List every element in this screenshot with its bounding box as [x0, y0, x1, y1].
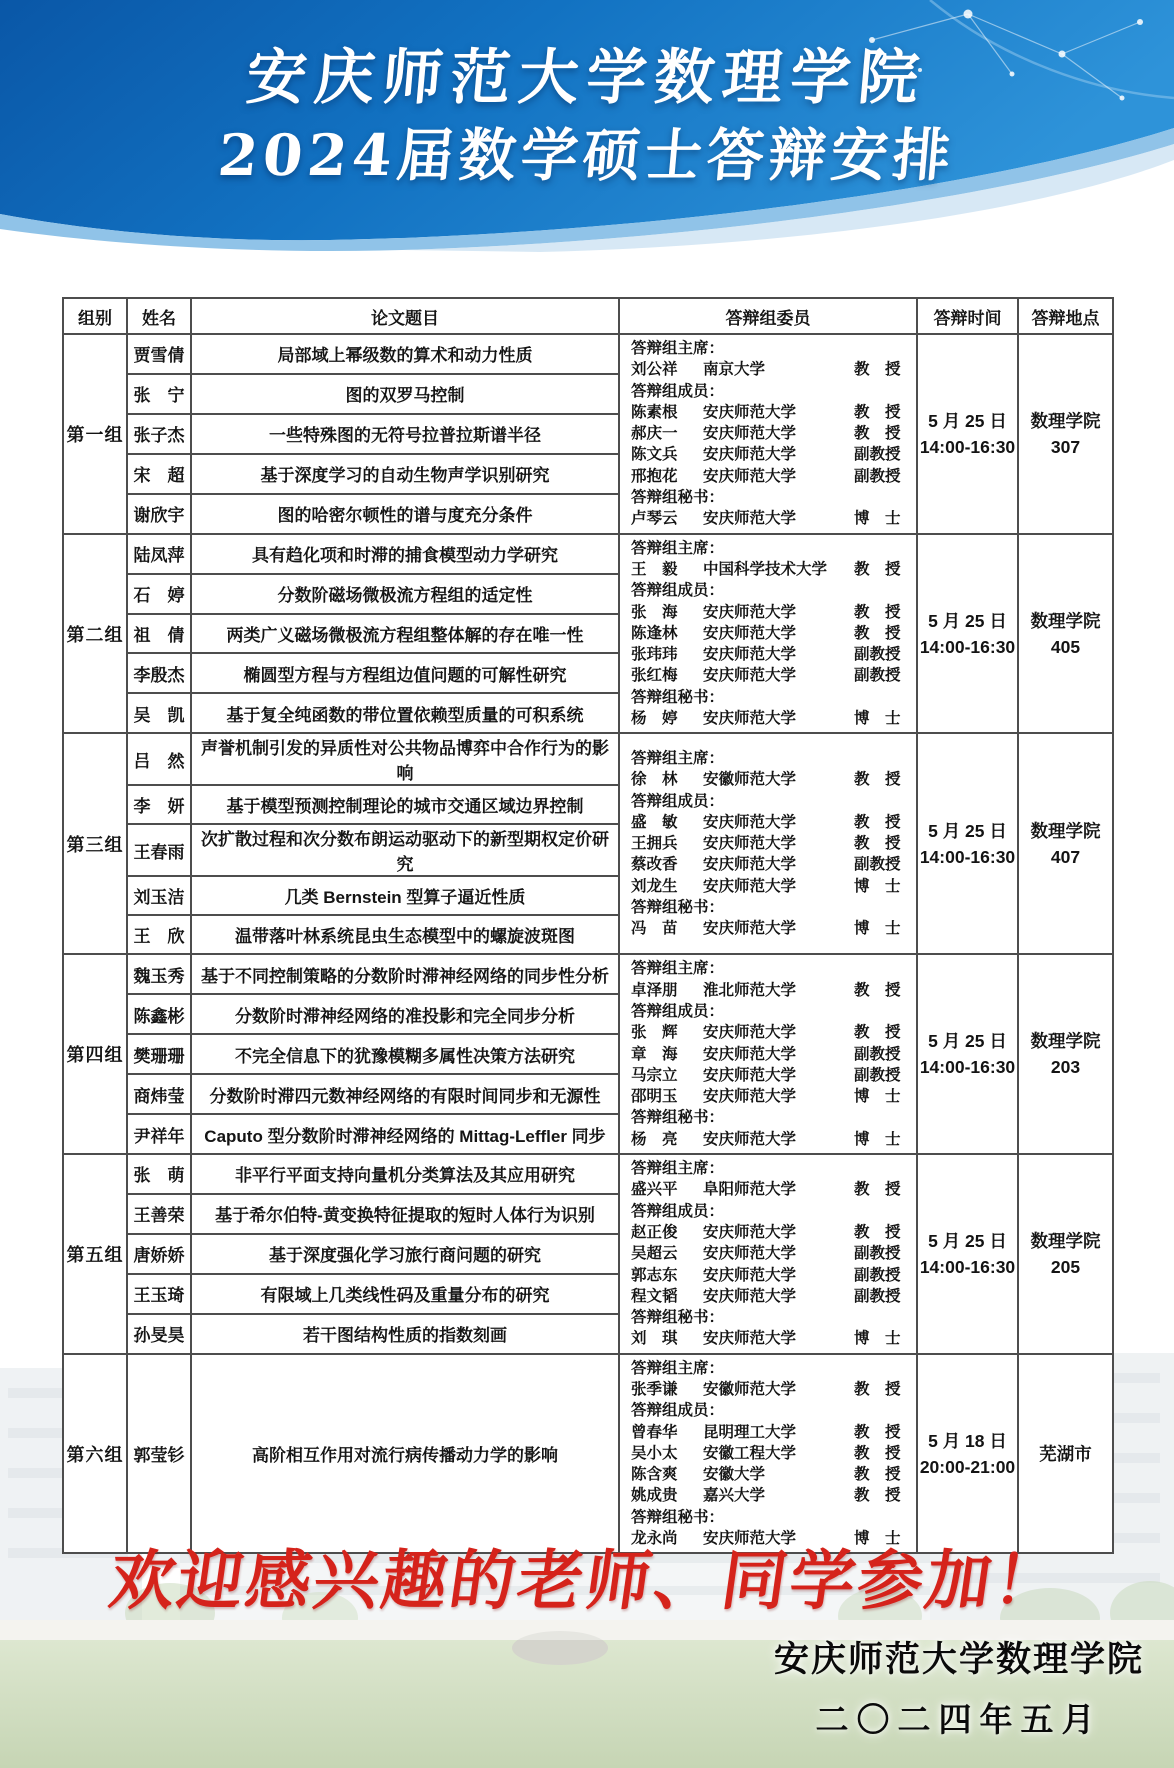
committee-role-label: 答辩组主席： [631, 539, 725, 557]
committee-role-label: 答辩组秘书： [631, 899, 725, 917]
member-affiliation: 安庆师范大学 [703, 920, 797, 938]
defense-location-line: 407 [1050, 846, 1081, 867]
committee-cell [619, 334, 917, 534]
thesis-title-cell: 具有趋化项和时滞的捕食模型动力学研究 [191, 534, 619, 574]
student-name-cell: 石 婷 [127, 574, 191, 614]
thesis-title-cell: 基于深度强化学习旅行商问题的研究 [191, 1234, 619, 1274]
member-name: 盛 敏 [631, 813, 678, 831]
thesis-title-cell: 基于希尔伯特-黄变换特征提取的短时人体行为识别 [191, 1194, 619, 1234]
member-rank: 博 士 [854, 710, 901, 728]
member-affiliation: 安庆师范大学 [703, 1088, 797, 1106]
student-name-cell: 谢欣宇 [127, 494, 191, 534]
member-name: 冯 苗 [631, 920, 678, 938]
member-name: 卓泽朋 [631, 981, 678, 999]
committee-member-line [631, 1379, 906, 1400]
thesis-title-cell: 图的哈密尔顿性的谱与度充分条件 [191, 494, 619, 534]
thesis-title-cell: 局部域上幂级数的算术和动力性质 [191, 334, 619, 374]
student-name-cell: 张 宁 [127, 374, 191, 414]
student-name-cell: 宋 超 [127, 454, 191, 494]
committee-role-label: 答辩组主席： [631, 1359, 725, 1377]
member-affiliation: 安庆师范大学 [703, 624, 797, 642]
member-affiliation: 安庆师范大学 [703, 835, 797, 853]
member-affiliation: 中国科学技术大学 [703, 560, 828, 578]
defense-time-line: 5 月 25 日 [928, 820, 1007, 841]
committee-member-line [631, 1286, 906, 1307]
signature-date: 二〇二四年五月 [815, 1701, 1103, 1738]
member-name: 马宗立 [631, 1066, 678, 1084]
defense-location-cell [1018, 733, 1113, 954]
member-rank: 副教授 [854, 1287, 901, 1305]
member-name: 吴超云 [631, 1245, 678, 1263]
thesis-title-cell: 次扩散过程和次分数布朗运动驱动下的新型期权定价研究 [191, 824, 619, 876]
member-rank: 教 授 [854, 1487, 901, 1505]
member-rank: 副教授 [854, 467, 901, 485]
member-rank: 副教授 [854, 646, 901, 664]
thesis-title-cell: 不完全信息下的犹豫模糊多属性决策方法研究 [191, 1034, 619, 1074]
student-row [63, 1154, 1113, 1194]
member-rank: 副教授 [854, 1245, 901, 1263]
thesis-title-cell: 椭圆型方程与方程组边值问题的可解性研究 [191, 653, 619, 693]
member-affiliation: 安庆师范大学 [703, 856, 797, 874]
student-name-cell: 张 萌 [127, 1154, 191, 1194]
student-name-cell: 王善荣 [127, 1194, 191, 1234]
defense-location-line: 数理学院 [1030, 1230, 1101, 1251]
committee-role-label: 答辩组秘书： [631, 489, 725, 507]
committee-member-line [631, 1422, 906, 1443]
member-rank: 博 士 [854, 1088, 901, 1106]
committee-role-label: 答辩组主席： [631, 960, 725, 978]
column-header: 姓名 [127, 298, 191, 334]
member-rank: 副教授 [854, 667, 901, 685]
member-name: 赵正俊 [631, 1223, 678, 1241]
member-rank: 教 授 [854, 603, 901, 621]
member-affiliation: 安庆师范大学 [703, 1266, 797, 1284]
member-affiliation: 安庆师范大学 [703, 1066, 797, 1084]
defense-time-line: 5 月 25 日 [928, 610, 1007, 631]
member-name: 张 海 [631, 603, 678, 621]
thesis-title-cell: 若干图结构性质的指数刻画 [191, 1314, 619, 1354]
student-name-cell: 刘玉洁 [127, 876, 191, 915]
member-affiliation: 安庆师范大学 [703, 1287, 797, 1305]
member-affiliation: 安庆师范大学 [703, 1024, 797, 1042]
committee-role-label: 答辩组主席： [631, 1160, 725, 1178]
member-name: 刘龙生 [631, 877, 678, 895]
student-name-cell: 贾雪倩 [127, 334, 191, 374]
student-row [63, 534, 1113, 574]
thesis-title-cell: 几类 Bernstein 型算子逼近性质 [191, 876, 619, 915]
thesis-title-cell: Caputo 型分数阶时滞神经网络的 Mittag-Leffler 同步 [191, 1114, 619, 1154]
member-affiliation: 安庆师范大学 [703, 646, 797, 664]
committee-member-line [631, 918, 906, 939]
thesis-title-cell: 基于模型预测控制理论的城市交通区域边界控制 [191, 785, 619, 824]
member-name: 卢琴云 [631, 510, 678, 528]
column-header: 论文题目 [191, 298, 619, 334]
member-rank: 副教授 [854, 1045, 901, 1063]
committee-role-label: 答辩组秘书： [631, 1309, 725, 1327]
committee-member-line [631, 1129, 906, 1150]
defense-location-line: 405 [1050, 636, 1081, 657]
member-rank: 教 授 [854, 1380, 901, 1398]
member-name: 吴小太 [631, 1444, 678, 1462]
signature-block [744, 1632, 1174, 1741]
defense-time-cell [917, 1354, 1018, 1554]
member-rank: 教 授 [854, 1024, 901, 1042]
member-rank: 教 授 [854, 1444, 901, 1462]
member-name: 盛兴平 [631, 1181, 678, 1199]
member-rank: 博 士 [854, 877, 901, 895]
student-name-cell: 李 妍 [127, 785, 191, 824]
member-name: 王 毅 [631, 560, 678, 578]
student-name-cell: 王 欣 [127, 915, 191, 954]
committee-member-line [631, 508, 906, 529]
student-name-cell: 魏玉秀 [127, 954, 191, 994]
member-name: 章 海 [631, 1045, 678, 1063]
defense-location-line: 数理学院 [1030, 1031, 1101, 1052]
member-name: 张玮玮 [631, 646, 678, 664]
defense-location-line: 数理学院 [1030, 410, 1101, 431]
committee-role-label: 答辩组秘书： [631, 1508, 725, 1526]
member-name: 刘公祥 [631, 361, 678, 379]
committee-cell [619, 534, 917, 734]
member-rank: 教 授 [854, 771, 901, 789]
member-name: 杨 亮 [631, 1130, 678, 1148]
group-name-cell: 第四组 [63, 954, 127, 1154]
student-name-cell: 王春雨 [127, 824, 191, 876]
column-header: 答辩时间 [917, 298, 1018, 334]
member-affiliation: 安徽师范大学 [703, 1380, 797, 1398]
committee-cell [619, 1354, 917, 1554]
student-name-cell: 唐娇娇 [127, 1234, 191, 1274]
member-affiliation: 安庆师范大学 [703, 1245, 797, 1263]
committee-member-line [631, 1022, 906, 1043]
member-name: 龙永尚 [631, 1530, 678, 1548]
member-rank: 教 授 [854, 361, 901, 379]
student-name-cell: 商炜莹 [127, 1074, 191, 1114]
defense-location-line: 307 [1050, 436, 1081, 457]
thesis-title-cell: 一些特殊图的无符号拉普拉斯谱半径 [191, 414, 619, 454]
committee-member-line [631, 665, 906, 686]
member-rank: 博 士 [854, 1330, 901, 1348]
thesis-title-cell: 分数阶磁场微极流方程组的适定性 [191, 574, 619, 614]
defense-location-line: 数理学院 [1030, 820, 1101, 841]
student-name-cell: 郭莹钐 [127, 1354, 191, 1554]
poster-title-line2: 2024届数学硕士答辩安排 [215, 122, 958, 189]
committee-member-line [631, 644, 906, 665]
member-affiliation: 嘉兴大学 [703, 1487, 766, 1505]
committee-member-line [631, 1086, 906, 1107]
member-affiliation: 安庆师范大学 [703, 1330, 797, 1348]
defense-time-line: 14:00-16:30 [919, 1057, 1016, 1078]
committee-member-line [631, 402, 906, 423]
committee-member-line [631, 1065, 906, 1086]
defense-time-cell [917, 954, 1018, 1154]
member-affiliation: 安庆师范大学 [703, 446, 797, 464]
committee-role-label: 答辩组秘书： [631, 688, 725, 706]
member-affiliation: 淮北师范大学 [703, 981, 797, 999]
committee-role-label: 答辩组成员： [631, 582, 725, 600]
thesis-title-cell: 温带落叶林系统昆虫生态模型中的螺旋波斑图 [191, 915, 619, 954]
group-name-cell: 第三组 [63, 733, 127, 954]
member-name: 刘 琪 [631, 1330, 678, 1348]
member-rank: 教 授 [854, 624, 901, 642]
defense-time-line: 5 月 25 日 [928, 1031, 1007, 1052]
committee-cell [619, 733, 917, 954]
member-rank: 教 授 [854, 560, 901, 578]
committee-member-line [631, 812, 906, 833]
committee-member-line [631, 708, 906, 729]
member-affiliation: 南京大学 [703, 361, 766, 379]
member-affiliation: 安庆师范大学 [703, 403, 797, 421]
committee-member-line [631, 1179, 906, 1200]
committee-member-line [631, 359, 906, 380]
member-affiliation: 安徽师范大学 [703, 771, 797, 789]
student-name-cell: 陈鑫彬 [127, 994, 191, 1034]
member-rank: 教 授 [854, 1466, 901, 1484]
committee-role-label: 答辩组秘书： [631, 1109, 725, 1127]
committee-role-label: 答辩组成员： [631, 1002, 725, 1020]
thesis-title-cell: 非平行平面支持向量机分类算法及其应用研究 [191, 1154, 619, 1194]
defense-time-line: 20:00-21:00 [919, 1456, 1016, 1477]
member-affiliation: 昆明理工大学 [703, 1423, 797, 1441]
member-rank: 教 授 [854, 403, 901, 421]
committee-member-line [631, 1044, 906, 1065]
thesis-title-cell: 分数阶时滞神经网络的准投影和完全同步分析 [191, 994, 619, 1034]
committee-role-label: 答辩组成员： [631, 1202, 725, 1220]
member-affiliation: 安庆师范大学 [703, 467, 797, 485]
member-affiliation: 安庆师范大学 [703, 425, 797, 443]
member-rank: 博 士 [854, 1130, 901, 1148]
thesis-title-cell: 高阶相互作用对流行病传播动力学的影响 [191, 1354, 619, 1554]
group-name-cell: 第二组 [63, 534, 127, 734]
committee-member-line [631, 854, 906, 875]
committee-member-line [631, 1328, 906, 1349]
poster-title-line1: 安庆师范大学数理学院 [243, 43, 930, 113]
defense-location-cell [1018, 1154, 1113, 1354]
committee-role-label: 答辩组主席： [631, 750, 725, 767]
member-rank: 教 授 [854, 1223, 901, 1241]
member-affiliation: 安庆师范大学 [703, 710, 797, 728]
committee-member-line [631, 423, 906, 444]
committee-role-label: 答辩组成员： [631, 382, 725, 400]
header-banner [0, 0, 1174, 262]
defense-time-cell [917, 1154, 1018, 1354]
member-name: 曾春华 [631, 1423, 678, 1441]
member-rank: 副教授 [854, 1066, 901, 1084]
member-rank: 教 授 [854, 813, 901, 831]
column-header: 组别 [63, 298, 127, 334]
invitation-text: 欢迎感兴趣的老师、同学参加！ [104, 1543, 1068, 1619]
student-name-cell: 樊珊珊 [127, 1034, 191, 1074]
member-name: 王拥兵 [631, 835, 678, 853]
member-affiliation: 安庆师范大学 [703, 1130, 797, 1148]
defense-time-line: 5 月 18 日 [928, 1430, 1007, 1451]
member-rank: 教 授 [854, 425, 901, 443]
group-name-cell: 第六组 [63, 1354, 127, 1554]
defense-location-line: 芜湖市 [1039, 1443, 1092, 1464]
thesis-title-cell: 基于复全纯函数的带位置依赖型质量的可积系统 [191, 693, 619, 733]
column-header: 答辩组委员 [619, 298, 917, 334]
student-name-cell: 王玉琦 [127, 1274, 191, 1314]
member-name: 陈含爽 [631, 1466, 678, 1484]
committee-role-label: 答辩组成员： [631, 1402, 725, 1420]
committee-member-line [631, 980, 906, 1001]
member-name: 陈逢林 [631, 624, 678, 642]
committee-member-line [631, 1222, 906, 1243]
defense-location-line: 205 [1050, 1256, 1081, 1277]
thesis-title-cell: 分数阶时滞四元数神经网络的有限时间同步和无源性 [191, 1074, 619, 1114]
committee-cell [619, 954, 917, 1154]
member-rank: 教 授 [854, 835, 901, 853]
defense-location-cell [1018, 1354, 1113, 1554]
thesis-title-cell: 图的双罗马控制 [191, 374, 619, 414]
defense-time-line: 14:00-16:30 [919, 846, 1016, 867]
defense-location-line: 203 [1050, 1057, 1081, 1078]
member-name: 蔡改香 [631, 856, 678, 874]
defense-time-cell [917, 534, 1018, 734]
member-name: 陈文兵 [631, 446, 678, 464]
member-name: 陈素根 [631, 403, 678, 421]
student-name-cell: 吴 凯 [127, 693, 191, 733]
thesis-title-cell: 声誉机制引发的异质性对公共物品博弈中合作行为的影响 [191, 733, 619, 785]
member-name: 郝庆一 [631, 425, 678, 443]
column-header: 答辩地点 [1018, 298, 1113, 334]
committee-member-line [631, 1243, 906, 1264]
student-row [63, 733, 1113, 785]
committee-member-line [631, 602, 906, 623]
member-affiliation: 安庆师范大学 [703, 1530, 797, 1548]
member-rank: 教 授 [854, 1423, 901, 1441]
member-affiliation: 安庆师范大学 [703, 813, 797, 831]
thesis-title-cell: 有限域上几类线性码及重量分布的研究 [191, 1274, 619, 1314]
student-row [63, 954, 1113, 994]
committee-member-line [631, 833, 906, 854]
defense-location-cell [1018, 534, 1113, 734]
defense-location-cell [1018, 334, 1113, 534]
student-name-cell: 陆凤萍 [127, 534, 191, 574]
member-rank: 教 授 [854, 1181, 901, 1199]
committee-member-line [631, 1485, 906, 1506]
committee-member-line [631, 623, 906, 644]
member-name: 邢抱花 [631, 467, 678, 485]
thesis-title-cell: 两类广义磁场微极流方程组整体解的存在唯一性 [191, 614, 619, 654]
member-rank: 博 士 [854, 920, 901, 938]
student-row [63, 1354, 1113, 1554]
committee-member-line [631, 559, 906, 580]
committee-member-line [631, 876, 906, 897]
defense-time-line: 14:00-16:30 [919, 636, 1016, 657]
thesis-title-cell: 基于深度学习的自动生物声学识别研究 [191, 454, 619, 494]
member-rank: 博 士 [854, 1530, 901, 1548]
defense-location-line: 数理学院 [1030, 610, 1101, 631]
table-body [63, 334, 1113, 1553]
committee-member-line [631, 444, 906, 465]
member-name: 张红梅 [631, 667, 678, 685]
defense-time-cell [917, 733, 1018, 954]
member-name: 郭志东 [631, 1266, 678, 1284]
defense-time-line: 5 月 25 日 [928, 410, 1007, 431]
member-name: 姚成贵 [631, 1487, 678, 1505]
member-affiliation: 安徽大学 [703, 1466, 766, 1484]
member-affiliation: 安庆师范大学 [703, 1223, 797, 1241]
member-affiliation: 安庆师范大学 [703, 603, 797, 621]
signature-organization: 安庆师范大学数理学院 [773, 1640, 1144, 1679]
defense-time-line: 14:00-16:30 [919, 436, 1016, 457]
defense-time-line: 5 月 25 日 [928, 1230, 1007, 1251]
member-rank: 教 授 [854, 981, 901, 999]
member-affiliation: 阜阳师范大学 [703, 1181, 797, 1199]
member-affiliation: 安庆师范大学 [703, 510, 797, 528]
committee-member-line [631, 1443, 906, 1464]
member-affiliation: 安庆师范大学 [703, 667, 797, 685]
student-name-cell: 祖 倩 [127, 614, 191, 654]
member-affiliation: 安徽工程大学 [703, 1444, 797, 1462]
defense-time-line: 14:00-16:30 [919, 1256, 1016, 1277]
member-name: 张季谦 [631, 1380, 678, 1398]
defense-location-cell [1018, 954, 1113, 1154]
group-name-cell: 第五组 [63, 1154, 127, 1354]
defense-time-cell [917, 334, 1018, 534]
student-name-cell: 吕 然 [127, 733, 191, 785]
member-name: 邵明玉 [631, 1088, 678, 1106]
table-header-row [63, 298, 1113, 334]
student-name-cell: 李殷杰 [127, 653, 191, 693]
committee-member-line [631, 769, 906, 790]
member-rank: 博 士 [854, 510, 901, 528]
committee-role-label: 答辩组成员： [631, 792, 725, 810]
member-affiliation: 安庆师范大学 [703, 1045, 797, 1063]
committee-role-label: 答辩组主席： [631, 340, 725, 357]
member-name: 程文韬 [631, 1287, 678, 1305]
member-name: 张 辉 [631, 1024, 678, 1042]
member-affiliation: 安庆师范大学 [703, 877, 797, 895]
member-rank: 副教授 [854, 856, 901, 874]
student-row [63, 334, 1113, 374]
member-rank: 副教授 [854, 1266, 901, 1284]
committee-member-line [631, 466, 906, 487]
committee-member-line [631, 1265, 906, 1286]
committee-cell [619, 1154, 917, 1354]
member-rank: 副教授 [854, 446, 901, 464]
member-name: 杨 婷 [631, 710, 678, 728]
student-name-cell: 尹祥年 [127, 1114, 191, 1154]
schedule-table [62, 297, 1114, 1554]
student-name-cell: 张子杰 [127, 414, 191, 454]
thesis-title-cell: 基于不同控制策略的分数阶时滞神经网络的同步性分析 [191, 954, 619, 994]
group-name-cell: 第一组 [63, 334, 127, 534]
student-name-cell: 孙旻昊 [127, 1314, 191, 1354]
committee-member-line [631, 1464, 906, 1485]
member-name: 徐 林 [631, 771, 678, 789]
